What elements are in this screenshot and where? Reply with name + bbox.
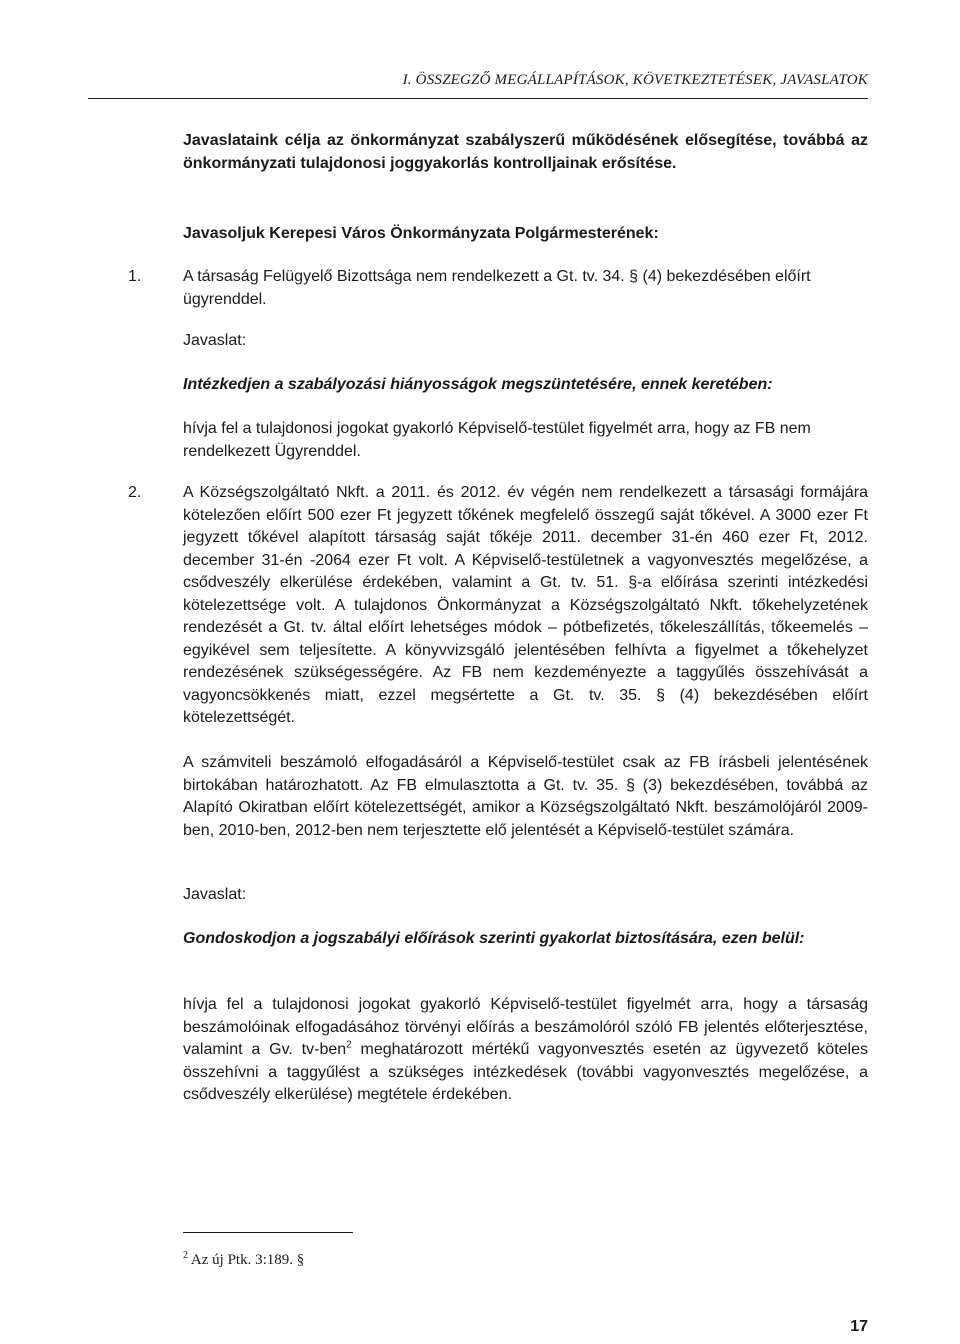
item-1-number: 1.	[128, 268, 142, 285]
item-2-action: Gondoskodjon a jogszabályi előírások szerinti gyakorlat biztosítására, ezen belül:	[183, 930, 805, 947]
footnote	[183, 1252, 304, 1269]
intro-paragraph: Javaslataink célja az önkormányzat szabályszerű működésének elősegítése, továbbá az önkormányzati tulajdonosi joggyakorlás kontrolljainak erősítése.	[183, 132, 868, 172]
footnote-divider	[183, 1232, 353, 1233]
item-2-detail-text: hívja fel a tulajdonosi jogokat gyakorló Képviselő-testület figyelmét arra, hogy a társaság beszámolóinak elfogadásához törvényi előírás a beszámolóról szóló FB jelentés előterjesztése, valamint a Gv. tv-ben	[183, 996, 868, 1058]
item-1-finding: A társaság Felügyelő Bizottsága nem rendelkezett a Gt. tv. 34. § (4) bekezdésében előírt ügyrenddel.	[183, 268, 811, 308]
item-2-detail-text-end: meghatározott mértékű vagyonvesztés esetén az ügyvezető köteles összehívni a taggyűlést a szükséges intézkedések (további vagyonvesztés megelőzése, a csődveszély elkerülése) megtétele érdekében.	[183, 1041, 868, 1103]
item-2-finding-continued: A számviteli beszámoló elfogadásáról a Képviselő-testület csak az FB írásbeli jelentésének birtokában határozhatott. Az FB elmulasztotta a Gt. tv. 35. § (3) bekezdésében, továbbá az Alapító Okiratban előírt kötelezettségét, amikor a Községszolgáltató Nkft. beszámolójáról 2009-ben, 2010-ben, 2012-ben nem terjesztette elő jelentését a Képviselő-testület számára.	[183, 754, 868, 839]
item-2-finding: A Községszolgáltató Nkft. a 2011. és 2012. év végén nem rendelkezett a társasági formájára kötelezően előírt 500 ezer Ft jegyzett tőkének megfelelő összegű saját tőkével. A 3000 ezer Ft jegyzett tőkével alapított társaság saját tőkéje 2011. december 31-én 460 ezer Ft, 2012. december 31-én -2064 ezer Ft volt. A Képviselő-testületnek a vagyonvesztés megelőzése, a csődveszély elkerülése érdekében, valamint a Gt. tv. 51. §-a előírása szerinti intézkedési kötelezettsége volt. A tulajdonos Önkormányzat a Községszolgáltató Nkft. tőkehelyzetének rendezését a Gt. tv. által előírt lehetséges módok – pótbefizetés, tőkeleszállítás, tőkeemelés – egyikével sem teljesítette. A könyvvizsgáló jelentésében felhívta a figyelmet a tőkehelyzet rendezésének szükségességére. Az FB nem kezdeményezte a taggyűlés összehívását a vagyoncsökkenés miatt, ezzel megsértette a Gt. tv. 35. § (4) bekezdésében előírt kötelezettségét.	[183, 484, 868, 726]
recipient-heading: Javasoljuk Kerepesi Város Önkormányzata Polgármesterének:	[183, 225, 659, 242]
item-2-proposal-label: Javaslat:	[183, 886, 247, 903]
item-1-detail: hívja fel a tulajdonosi jogokat gyakorló Képviselő-testület figyelmét arra, hogy az FB nem rendelkezett Ügyrenddel.	[183, 420, 811, 460]
item-2-number: 2.	[128, 484, 142, 501]
header-divider	[88, 98, 868, 99]
footnote-text: Az új Ptk. 3:189. §	[188, 1252, 305, 1268]
footnote-reference[interactable]: 2	[346, 1039, 352, 1051]
item-2-detail	[183, 994, 868, 1107]
item-1-proposal-label: Javaslat:	[183, 332, 247, 349]
footnote-mark: 2	[183, 1250, 188, 1261]
page-number: 17	[850, 1318, 868, 1335]
running-header: I. ÖSSZEGZŐ MEGÁLLAPÍTÁSOK, KÖVETKEZTETÉSEK, JAVASLATOK	[402, 72, 868, 88]
item-1-action: Intézkedjen a szabályozási hiányosságok megszüntetésére, ennek keretében:	[183, 376, 773, 393]
